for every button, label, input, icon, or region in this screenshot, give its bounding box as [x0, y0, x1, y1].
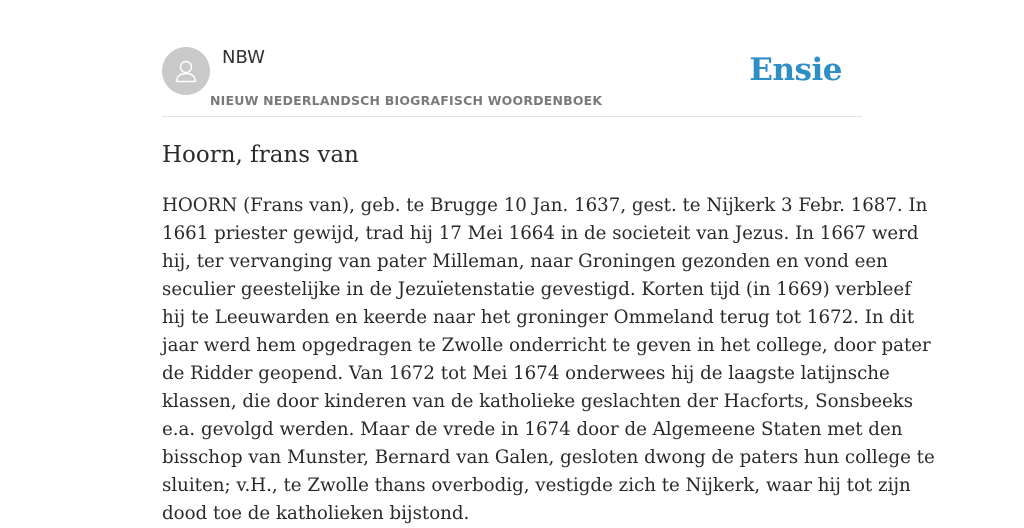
- article-line: bisschop van Munster, Bernard van Galen, gesloten dwong de paters hun college te: [162, 447, 935, 468]
- source-subtitle: NIEUW NEDERLANDSCH BIOGRAFISCH WOORDENBOEK: [210, 93, 603, 108]
- article-body: [162, 192, 935, 528]
- article-line: klassen, die door kinderen van de katholieke geslachten der Hacforts, Sonsbeeks: [162, 391, 914, 412]
- user-icon: [172, 57, 200, 85]
- article-line: dood toe de katholieken bijstond.: [162, 503, 470, 524]
- article-title: Hoorn, frans van: [162, 142, 359, 168]
- source-name[interactable]: NBW: [222, 47, 265, 68]
- article-line: 1661 priester gewijd, trad hij 17 Mei 1664 in de societeit van Jezus. In 1667 werd: [162, 223, 919, 244]
- article-line: hij te Leeuwarden en keerde naar het groninger Ommeland terug tot 1672. In dit: [162, 307, 915, 328]
- article-line: seculier geestelijke in de Jezuïetenstatie gevestigd. Korten tijd (in 1669) verbleef: [162, 279, 911, 300]
- article-line: HOORN (Frans van), geb. te Brugge 10 Jan. 1637, gest. te Nijkerk 3 Febr. 1687. In: [162, 195, 928, 216]
- avatar[interactable]: [162, 47, 210, 95]
- article-line: hij, ter vervanging van pater Milleman, naar Groningen gezonden en vond een: [162, 251, 888, 272]
- article-line: jaar werd hem opgedragen te Zwolle onderricht te geven in het college, door pater: [162, 335, 931, 356]
- source-header: [162, 0, 862, 117]
- article-line: e.a. gevolgd werden. Maar de vrede in 1674 door de Algemeene Staten met den: [162, 419, 903, 440]
- brand-logo[interactable]: Ensie: [749, 52, 842, 88]
- article-line: de Ridder geopend. Van 1672 tot Mei 1674 onderwees hij de laagste latijnsche: [162, 363, 890, 384]
- article-line: sluiten; v.H., te Zwolle thans overbodig, vestigde zich te Nijkerk, waar hij tot zijn: [162, 475, 911, 496]
